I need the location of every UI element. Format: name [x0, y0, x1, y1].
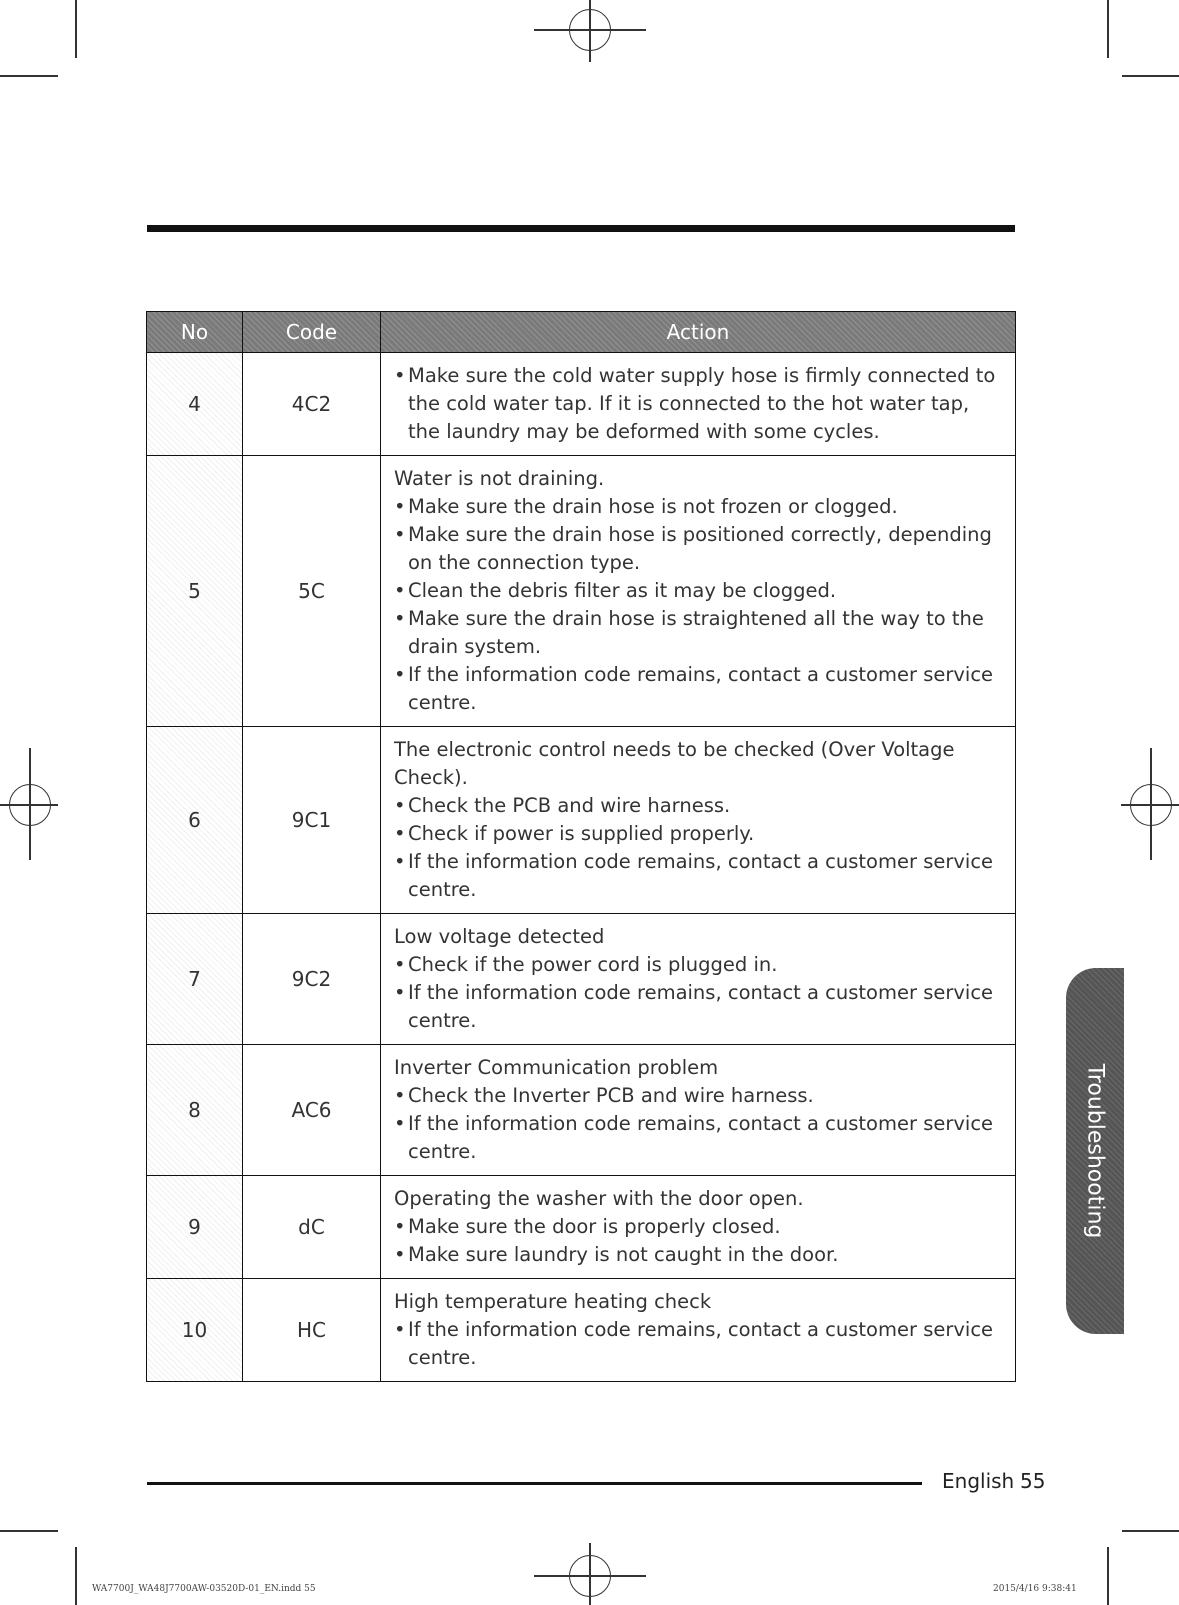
action-cell	[381, 353, 1016, 456]
action-item: • If the information code remains, contact a customer service centre.	[394, 1110, 1003, 1166]
crop-mark	[1122, 75, 1179, 77]
action-item: • Make sure the drain hose is not frozen or clogged.	[394, 493, 1003, 521]
section-tab-label: Troubleshooting	[1082, 1063, 1108, 1239]
action-item: • Make sure the drain hose is positioned correctly, depending on the connection type.	[394, 521, 1003, 577]
action-list	[394, 1316, 1003, 1372]
action-intro: Operating the washer with the door open.	[394, 1187, 804, 1210]
table-row	[147, 1279, 1016, 1382]
info-code: 9C1	[243, 727, 381, 914]
action-cell	[381, 1176, 1016, 1279]
action-list	[394, 362, 1003, 446]
table-row	[147, 353, 1016, 456]
action-intro: The electronic control needs to be checked (Over Voltage Check).	[394, 738, 955, 789]
table-row	[147, 1176, 1016, 1279]
action-list	[394, 951, 1003, 1035]
action-list	[394, 1082, 1003, 1166]
action-item: • Make sure laundry is not caught in the door.	[394, 1241, 1003, 1269]
header-code: Code	[243, 312, 381, 353]
footer-rule	[147, 1482, 922, 1485]
crop-mark	[75, 1547, 77, 1605]
row-number: 5	[147, 456, 243, 727]
row-number: 4	[147, 353, 243, 456]
info-code: 9C2	[243, 914, 381, 1045]
action-cell	[381, 1045, 1016, 1176]
row-number: 7	[147, 914, 243, 1045]
action-item: • If the information code remains, contact a customer service centre.	[394, 979, 1003, 1035]
header-no: No	[147, 312, 243, 353]
action-list	[394, 1213, 1003, 1269]
action-item: • Check the Inverter PCB and wire harness.	[394, 1082, 1003, 1110]
action-cell	[381, 456, 1016, 727]
slug-timestamp: 2015/4/16 9:38:41	[993, 1584, 1077, 1594]
row-number: 10	[147, 1279, 243, 1382]
crop-mark	[0, 1530, 58, 1532]
table-row	[147, 914, 1016, 1045]
action-item: • Clean the debris filter as it may be clogged.	[394, 577, 1003, 605]
action-item: • Make sure the drain hose is straightened all the way to the drain system.	[394, 605, 1003, 661]
action-item: • Check if power is supplied properly.	[394, 820, 1003, 848]
row-number: 9	[147, 1176, 243, 1279]
crop-mark	[1122, 1530, 1179, 1532]
info-code: AC6	[243, 1045, 381, 1176]
info-code: HC	[243, 1279, 381, 1382]
table-row	[147, 727, 1016, 914]
information-code-table	[146, 311, 1016, 1382]
slug-filename: WA7700J_WA48J7700AW-03520D-01_EN.indd 55	[92, 1584, 316, 1594]
crop-mark	[1107, 1547, 1109, 1605]
action-cell	[381, 1279, 1016, 1382]
action-intro: High temperature heating check	[394, 1290, 712, 1313]
header-action: Action	[381, 312, 1016, 353]
action-intro: Low voltage detected	[394, 925, 605, 948]
action-item: • Check if the power cord is plugged in.	[394, 951, 1003, 979]
info-code: dC	[243, 1176, 381, 1279]
action-item: • Make sure the cold water supply hose is firmly connected to the cold water tap. If it is connected to the hot water tap, the laundry may be deformed with some cycles.	[394, 362, 1003, 446]
crop-mark	[0, 75, 58, 77]
action-cell	[381, 727, 1016, 914]
section-tab-troubleshooting[interactable]	[1066, 968, 1124, 1334]
info-code: 5C	[243, 456, 381, 727]
action-cell	[381, 914, 1016, 1045]
action-item: • If the information code remains, contact a customer service centre.	[394, 848, 1003, 904]
table-header-row	[147, 312, 1016, 353]
action-item: • Check the PCB and wire harness.	[394, 792, 1003, 820]
crop-mark	[75, 0, 77, 58]
action-intro: Water is not draining.	[394, 467, 605, 490]
action-item: • If the information code remains, contact a customer service centre.	[394, 661, 1003, 717]
action-list	[394, 493, 1003, 717]
table-row	[147, 1045, 1016, 1176]
row-number: 6	[147, 727, 243, 914]
page-number: 55	[1020, 1469, 1046, 1493]
info-code: 4C2	[243, 353, 381, 456]
header-rule	[147, 225, 1015, 232]
action-item: • If the information code remains, contact a customer service centre.	[394, 1316, 1003, 1372]
action-list	[394, 792, 1003, 904]
action-item: • Make sure the door is properly closed.	[394, 1213, 1003, 1241]
crop-mark	[1107, 0, 1109, 58]
table-row	[147, 456, 1016, 727]
row-number: 8	[147, 1045, 243, 1176]
footer-language: English	[942, 1469, 1015, 1493]
action-intro: Inverter Communication problem	[394, 1056, 719, 1079]
